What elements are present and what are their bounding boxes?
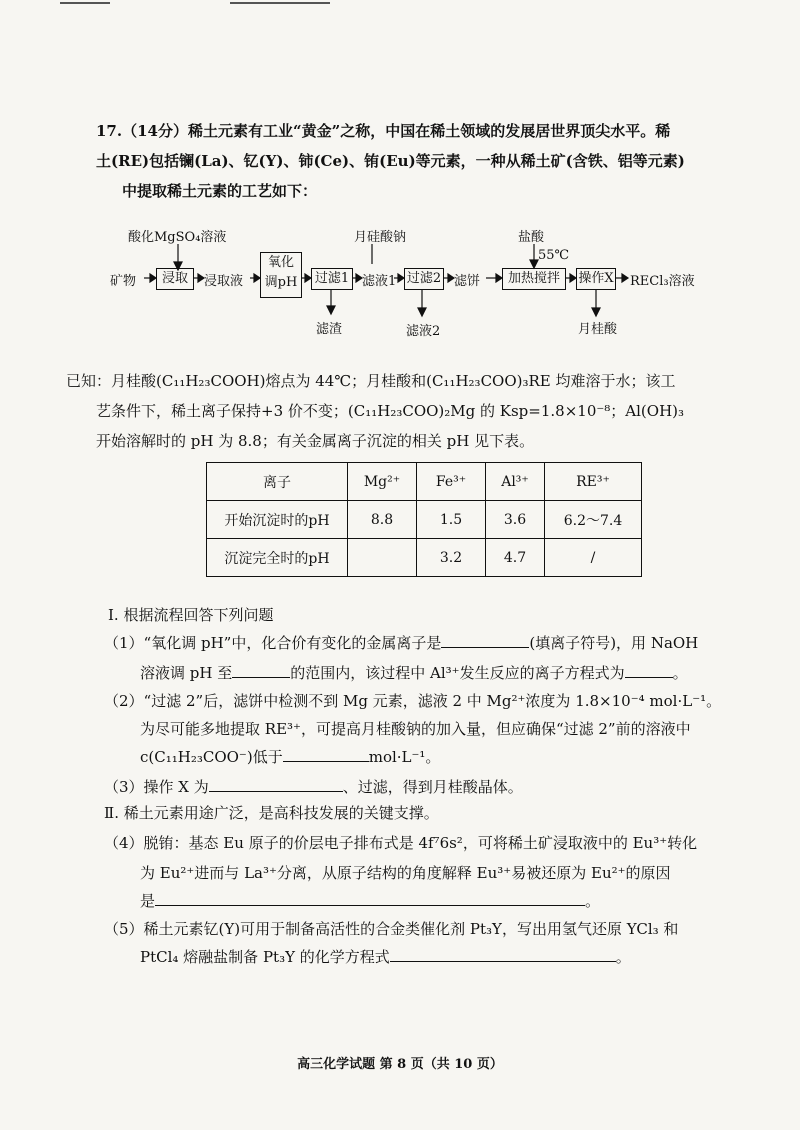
question-line-3: 中提取稀土元素的工艺如下： xyxy=(122,182,318,200)
q3-line xyxy=(104,776,724,798)
step-heat-stir: 加热搅拌 xyxy=(502,268,566,290)
q1-answer-blank-3[interactable] xyxy=(625,663,673,678)
table-cell: 3.2 xyxy=(417,539,486,577)
part1-title: Ⅰ. 根据流程回答下列问题 xyxy=(108,606,274,624)
reagent-sodium-laurate: 月硅酸钠 xyxy=(354,230,407,245)
reagent-hydrochloric-acid: 盐酸 xyxy=(518,230,545,245)
q3-text-b: 、过滤，得到月桂酸晶体。 xyxy=(342,778,523,796)
leachate: 浸取液 xyxy=(204,274,244,289)
q5-answer-blank[interactable] xyxy=(390,947,616,962)
q2-line-1: （2）“过滤 2”后，滤饼中检测不到 Mg 元素，滤液 2 中 Mg²⁺浓度为 1.8×10⁻⁴ mol·L⁻¹。 xyxy=(104,692,722,710)
q1-line-1 xyxy=(104,632,724,654)
q4-line-1: （4）脱铕：基态 Eu 原子的价层电子排布式是 4f⁷6s²，可将稀土矿浸取液中的 Eu³⁺转化 xyxy=(104,834,698,852)
table-header-cell: RE³⁺ xyxy=(545,463,642,501)
known-line-3: 开始溶解时的 pH 为 8.8；有关金属离子沉淀的相关 pH 见下表。 xyxy=(96,432,535,450)
step-oxidize-line2: 调pH xyxy=(264,275,298,290)
q1-answer-blank-1[interactable] xyxy=(441,633,529,648)
q2-answer-blank[interactable] xyxy=(283,747,369,762)
q4-answer-blank[interactable] xyxy=(155,891,585,906)
table-header-row xyxy=(207,463,642,501)
q4-line-2: 为 Eu²⁺进而与 La³⁺分离，从原子结构的角度解释 Eu³⁺易被还原为 Eu²⁺的原因 xyxy=(140,864,671,882)
q3-text-a: （3）操作 X 为 xyxy=(104,778,209,796)
filtrate-1: 滤液1 xyxy=(362,274,397,289)
q1-text-b: (填离子符号)，用 NaOH xyxy=(529,634,699,652)
question-head: 17.（14分）稀土元素有工业“黄金”之称，中国在稀土领域的发展居世界顶尖水平。稀 xyxy=(96,122,671,140)
part2-title: Ⅱ. 稀土元素用途广泛，是高科技发展的关键支撑。 xyxy=(104,804,439,822)
known-line-1: 已知：月桂酸(C₁₁H₂₃COOH)熔点为 44℃；月桂酸和(C₁₁H₂₃COO)₃RE 均难溶于水；该工 xyxy=(66,372,676,390)
step-filter-1: 过滤1 xyxy=(311,268,353,290)
table-header-cell: Al³⁺ xyxy=(486,463,545,501)
q4-text-d: 。 xyxy=(585,892,601,910)
table-cell xyxy=(348,539,417,577)
q2-line-3 xyxy=(140,746,760,768)
start-material: 矿物 xyxy=(110,274,137,289)
q1-line-2 xyxy=(140,662,760,684)
table-header-cell: Mg²⁺ xyxy=(348,463,417,501)
filter-cake: 滤饼 xyxy=(454,274,481,289)
q1-text-e: 。 xyxy=(672,664,688,682)
page-footer: 高三化学试题 第 8 页（共 10 页） xyxy=(297,1057,503,1072)
q3-answer-blank[interactable] xyxy=(209,777,343,792)
step-filter-2: 过滤2 xyxy=(404,268,444,290)
table-cell: 沉淀完全时的pH xyxy=(207,539,348,577)
q2-text-c: c(C₁₁H₂₃COO⁻)低于 xyxy=(140,748,283,766)
q2-text-d: mol·L⁻¹。 xyxy=(368,748,441,766)
q1-text-a: （1）“氧化调 pH”中，化合价有变化的金属离子是 xyxy=(104,634,442,652)
step-operation-x: 操作X xyxy=(576,268,616,290)
known-line-2: 艺条件下，稀土离子保持+3 价不变；(C₁₁H₂₃COO)₂Mg 的 Ksp=1.8×10⁻⁸；Al(OH)₃ xyxy=(96,402,685,420)
waste-residue: 滤渣 xyxy=(316,322,343,337)
step-leach: 浸取 xyxy=(156,268,194,290)
table-cell: 6.2～7.4 xyxy=(545,501,642,539)
reagent-acid-mgso4: 酸化MgSO₄溶液 xyxy=(128,230,227,245)
step-oxidize-line1: 氧化 xyxy=(267,255,294,270)
step-oxidize-adjust-ph xyxy=(260,252,302,298)
table-cell: 开始沉淀时的pH xyxy=(207,501,348,539)
q5-text-b: PtCl₄ 熔融盐制备 Pt₃Y 的化学方程式 xyxy=(140,948,390,966)
top-scan-marks xyxy=(0,0,800,6)
table-row xyxy=(207,539,642,577)
table-cell: 4.7 xyxy=(486,539,545,577)
q1-text-c: 溶液调 pH 至 xyxy=(140,664,233,682)
table-cell: 3.6 xyxy=(486,501,545,539)
process-flow-chart xyxy=(110,226,710,346)
product-recl3: RECl₃溶液 xyxy=(630,274,695,289)
q2-line-2: 为尽可能多地提取 RE³⁺，可提高月桂酸钠的加入量，但应确保“过滤 2”前的溶液中 xyxy=(140,720,691,738)
question-line-2: 土(RE)包括镧(La)、钇(Y)、铈(Ce)、铕(Eu)等元素，一种从稀土矿(含铁、铝等元素) xyxy=(96,152,685,170)
q5-line-1: （5）稀土元素钇(Y)可用于制备高活性的合金类催化剂 Pt₃Y，写出用氢气还原 YCl₃ 和 xyxy=(104,920,679,938)
q4-text-c: 是 xyxy=(140,892,156,910)
precipitation-ph-table xyxy=(206,462,642,577)
q1-answer-blank-2[interactable] xyxy=(232,663,290,678)
byproduct-lauric-acid: 月桂酸 xyxy=(578,322,618,337)
q1-text-d: 的范围内，该过程中 Al³⁺发生反应的离子方程式为 xyxy=(290,664,625,682)
waste-filtrate-2: 滤液2 xyxy=(406,324,441,339)
q5-line-2 xyxy=(140,946,760,968)
table-header-cell: 离子 xyxy=(207,463,348,501)
q4-line-3 xyxy=(140,890,760,912)
temperature-label: 55℃ xyxy=(538,248,570,263)
table-cell: 1.5 xyxy=(417,501,486,539)
q5-text-c: 。 xyxy=(615,948,631,966)
table-row xyxy=(207,501,642,539)
table-cell: 8.8 xyxy=(348,501,417,539)
table-header-cell: Fe³⁺ xyxy=(417,463,486,501)
table-cell: / xyxy=(545,539,642,577)
